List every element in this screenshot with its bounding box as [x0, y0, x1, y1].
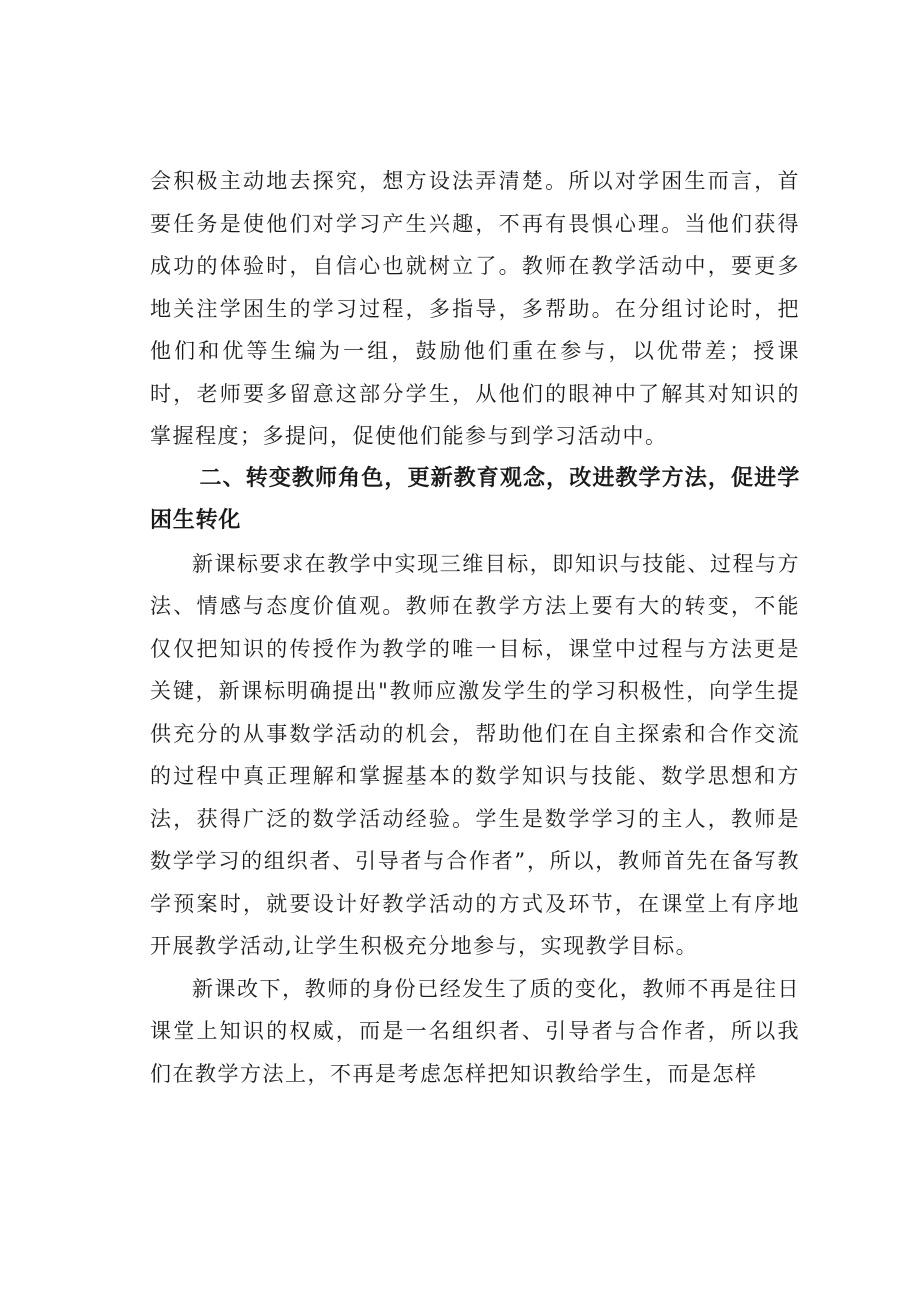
- paragraph-new-curriculum: 新课标要求在教学中实现三维目标，即知识与技能、过程与方法、情感与态度价值观。教师在教学方法上要有大的转变，不能仅仅把知识的传授作为教学的唯一目标，课堂中过程与方法更是关键，新课标明确提出"教师应激发学生的学习积极性，向学生提供充分的从事数学活动的机会，帮助他们在自主探索和合作交流的过程中真正理解和掌握基本的数学知识与技能、数学思想和方法，获得广泛的数学活动经验。学生是数学学习的主人，教师是数学学习的组织者、引导者与合作者”，所以，教师首先在备写教学预案时，就要设计好教学活动的方式及环节，在课堂上有序地开展教学活动,让学生积极充分地参与，实现教学目标。: [150, 551, 800, 958]
- section-heading: 二、转变教师角色，更新教育观念，改进教学方法，促进学困生转化: [150, 465, 800, 533]
- paragraph-continued: 会积极主动地去探究，想方设法弄清楚。所以对学困生而言，首要任务是使他们对学习产生兴趣，不再有畏惧心理。当他们获得成功的体验时，自信心也就树立了。教师在教学活动中，要更多地关注学困生的学习过程，多指导，多帮助。在分组讨论时，把他们和优等生编为一组，鼓励他们重在参与，以优带差；授课时，老师要多留意这部分学生，从他们的眼神中了解其对知识的掌握程度；多提问，促使他们能参与到学习活动中。: [150, 169, 800, 448]
- document-body: [150, 160, 800, 1095]
- paragraph-teacher-role: 新课改下，教师的身份已经发生了质的变化，教师不再是往日课堂上知识的权威，而是一名组织者、引导者与合作者，所以我们在教学方法上，不再是考虑怎样把知识教给学生，而是怎样: [150, 976, 800, 1086]
